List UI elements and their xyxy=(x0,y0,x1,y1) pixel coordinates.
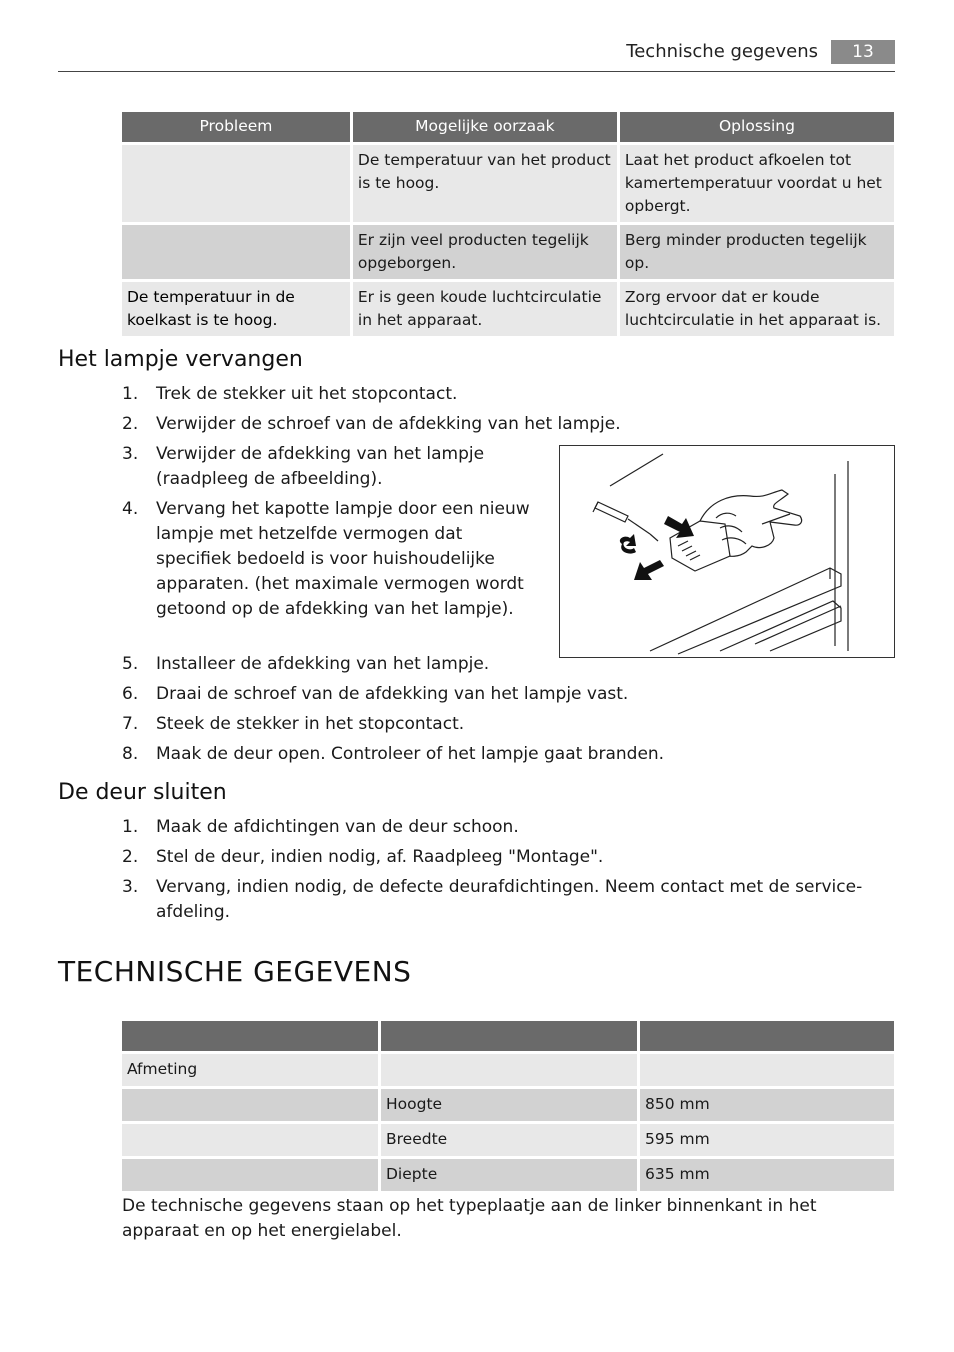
table-cell: Afmeting xyxy=(122,1054,378,1086)
tech-heading: TECHNISCHE GEGEVENS xyxy=(58,955,412,988)
table-row xyxy=(122,1054,894,1086)
section-title: Technische gegevens xyxy=(626,41,818,62)
lamp-replacement-illustration-icon xyxy=(560,446,894,657)
problem-table xyxy=(119,109,897,339)
page-number: 13 xyxy=(831,40,895,64)
lamp-replacement-figure xyxy=(559,445,895,658)
door-heading: De deur sluiten xyxy=(58,780,227,805)
table-cell xyxy=(640,1054,894,1086)
table-cell: Breedte xyxy=(381,1124,637,1156)
problem-cell xyxy=(122,145,350,222)
table-cell: Hoogte xyxy=(381,1089,637,1121)
list-item: 5. Installeer de afdekking van het lampje. xyxy=(122,654,490,674)
table-cell: 595 mm xyxy=(640,1124,894,1156)
table-row xyxy=(122,145,894,222)
table-cell xyxy=(381,1054,637,1086)
column-header: Mogelijke oorzaak xyxy=(353,112,617,142)
table-row xyxy=(122,1089,894,1121)
table-row xyxy=(122,1124,894,1156)
table-cell xyxy=(122,1124,378,1156)
table-header-row xyxy=(122,112,894,142)
page-header xyxy=(58,38,895,72)
lamp-steps-full xyxy=(122,382,876,442)
table-row xyxy=(122,225,894,279)
cause-cell: Er is geen koude luchtcirculatie in het apparaat. xyxy=(353,282,617,336)
table-header-row xyxy=(122,1021,894,1051)
solution-cell: Berg minder producten tegelijk op. xyxy=(620,225,894,279)
table-cell: Diepte xyxy=(381,1159,637,1191)
lamp-heading: Het lampje vervangen xyxy=(58,347,303,372)
column-header xyxy=(640,1021,894,1051)
list-item: 6. Draai de schroef van de afdekking van het lampje vast. xyxy=(122,684,629,704)
column-header xyxy=(381,1021,637,1051)
list-item: 2. Verwijder de schroef van de afdekking van het lampje. xyxy=(122,414,621,434)
solution-cell: Zorg ervoor dat er koude luchtcirculatie in het apparaat is. xyxy=(620,282,894,336)
column-header: Probleem xyxy=(122,112,350,142)
list-item: 1. Maak de afdichtingen van de deur schoon. xyxy=(122,817,519,837)
column-header: Oplossing xyxy=(620,112,894,142)
tech-table xyxy=(119,1018,897,1194)
lamp-steps-narrow xyxy=(122,442,531,627)
solution-cell: Laat het product afkoelen tot kamertemperatuur voordat u het opbergt. xyxy=(620,145,894,222)
table-cell xyxy=(122,1159,378,1191)
list-item: 8. Maak de deur open. Controleer of het lampje gaat branden. xyxy=(122,744,665,764)
list-item: 1. Trek de stekker uit het stopcontact. xyxy=(122,384,458,404)
problem-cell: De temperatuur in de koelkast is te hoog. xyxy=(122,282,350,336)
list-item: 2. Stel de deur, indien nodig, af. Raadpleeg "Montage". xyxy=(122,847,604,867)
list-item: 4. Vervang het kapotte lampje door een nieuw lampje met hetzelfde vermogen dat specifiek bedoeld is voor huishoudelijke apparaten. (het maximale vermogen wordt getoond op de afdekking van het lampje). xyxy=(122,499,530,619)
list-item: 7. Steek de stekker in het stopcontact. xyxy=(122,714,465,734)
column-header xyxy=(122,1021,378,1051)
table-cell: 635 mm xyxy=(640,1159,894,1191)
door-steps xyxy=(122,815,896,930)
problem-cell xyxy=(122,225,350,279)
list-item: 3. Vervang, indien nodig, de defecte deurafdichtingen. Neem contact met de service-afdeling. xyxy=(122,877,863,922)
table-row xyxy=(122,282,894,336)
table-row xyxy=(122,1159,894,1191)
cause-cell: De temperatuur van het product is te hoog. xyxy=(353,145,617,222)
table-cell: 850 mm xyxy=(640,1089,894,1121)
cause-cell: Er zijn veel producten tegelijk opgeborgen. xyxy=(353,225,617,279)
tech-note: De technische gegevens staan op het typeplaatje aan de linker binnenkant in het apparaat en op het energielabel. xyxy=(122,1196,817,1241)
lamp-steps-rest xyxy=(122,652,876,772)
table-cell xyxy=(122,1089,378,1121)
list-item: 3. Verwijder de afdekking van het lampje (raadpleeg de afbeelding). xyxy=(122,444,485,489)
